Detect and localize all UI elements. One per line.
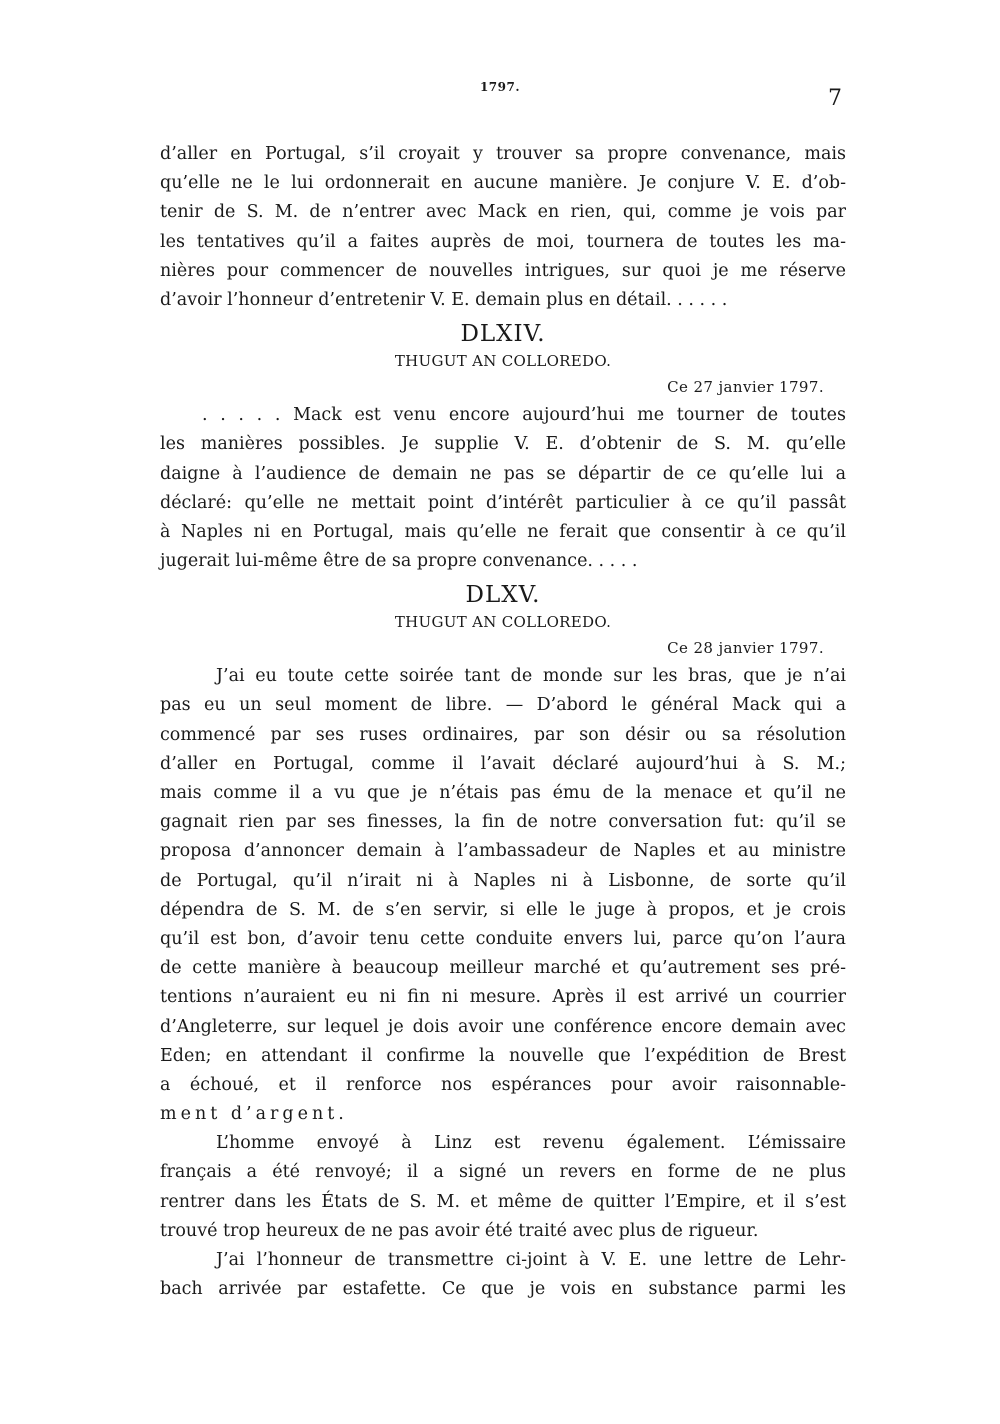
text-line: a échoué, et il renforce nos espérances pour avoir raisonnable- <box>160 1074 846 1095</box>
paragraph <box>160 1129 846 1246</box>
text-line: d’aller en Portugal, s’il croyait y trouver sa propre convenance, mais <box>160 144 846 164</box>
paragraph <box>160 1246 846 1304</box>
text-line: tenir de S. M. de n’entrer avec Mack en rien, qui, comme je vois par <box>160 202 846 223</box>
text-line: rentrer dans les États de S. M. et même de quitter l’Empire, et il s’est <box>160 1191 846 1212</box>
body-text <box>160 140 846 1304</box>
text-line: J’ai eu toute cette soirée tant de monde sur les bras, que je n’ai <box>216 666 846 687</box>
text-line: proposa d’annoncer demain à l’ambassadeur de Naples et au ministre <box>160 841 846 862</box>
text-line: Eden; en attendant il confirme la nouvelle que l’expédition de Brest <box>160 1045 846 1066</box>
letter-dlxiv <box>160 319 846 576</box>
text-line: les tentatives qu’il a faites auprès de moi, tournera de toutes les ma- <box>160 231 846 252</box>
text-line: tentions n’auraient eu ni fin ni mesure. Après il est arrivé un courrier <box>160 987 846 1008</box>
intro-paragraph <box>160 140 846 315</box>
text-line: J’ai l’honneur de transmettre ci-joint à V. E. une lettre de Lehr- <box>216 1250 846 1270</box>
text-line: ment d’argent. <box>160 1104 348 1125</box>
letter-date: Ce 28 janvier 1797. <box>667 639 824 658</box>
text-line: daigne à l’audience de demain ne pas se départir de ce qu’elle lui a <box>160 463 846 484</box>
page-number: 7 <box>828 86 842 111</box>
paragraph <box>160 662 846 1129</box>
text-line: d’avoir l’honneur d’entretenir V. E. demain plus en détail. . . . . . <box>160 289 728 310</box>
letter-title: THUGUT AN COLLOREDO. <box>394 613 612 632</box>
text-line: français a été renvoyé; il a signé un revers en forme de ne plus <box>160 1162 846 1183</box>
text-line: qu’elle ne le lui ordonnerait en aucune manière. Je conjure V. E. d’ob- <box>160 173 846 194</box>
text-line: pas eu un seul moment de libre. — D’abord le général Mack qui a <box>160 695 846 716</box>
text-line: de Portugal, qu’il n’irait ni à Naples ni à Lisbonne, de sorte qu’il <box>160 870 846 891</box>
letter-title: THUGUT AN COLLOREDO. <box>394 352 612 371</box>
text-line: dépendra de S. M. de s’en servir, si elle le juge à propos, et je crois <box>160 899 846 920</box>
letter-number: DLXV. <box>465 582 541 609</box>
text-line: à Naples ni en Portugal, mais qu’elle ne ferait que consentir à ce qu’il <box>160 521 846 542</box>
text-line: de cette manière à beaucoup meilleur marché et qu’autrement ses pré- <box>160 958 846 979</box>
text-line: commencé par ses ruses ordinaires, par son désir ou sa résolution <box>160 724 846 745</box>
text-line: bach arrivée par estafette. Ce que je vois en substance parmi les <box>160 1279 846 1300</box>
text-line: L’homme envoyé à Linz est revenu également. L’émissaire <box>216 1133 846 1154</box>
text-line: jugerait lui-même être de sa propre convenance. . . . . <box>160 551 638 572</box>
letter-number: DLXIV. <box>460 321 546 348</box>
running-header-year: 1797. <box>479 80 521 94</box>
text-line: gagnait rien par ses finesses, la fin de notre conversation fut: qu’il se <box>160 812 846 833</box>
text-line: . . . . . Mack est venu encore aujourd’hui me tourner de toutes <box>202 405 846 426</box>
text-line: nières pour commencer de nouvelles intrigues, sur quoi je me réserve <box>160 260 846 281</box>
text-line: déclaré: qu’elle ne mettait point d’intérêt particulier à ce qu’il passât <box>160 492 846 513</box>
letter-dlxv <box>160 580 846 1304</box>
text-line: qu’il est bon, d’avoir tenu cette conduite envers lui, parce qu’on l’aura <box>160 928 846 949</box>
text-line: les manières possibles. Je supplie V. E. d’obtenir de S. M. qu’elle <box>160 434 846 455</box>
text-line: mais comme il a vu que je n’étais pas ému de la menace et qu’il ne <box>160 783 846 803</box>
text-line: d’Angleterre, sur lequel je dois avoir une conférence encore demain avec <box>160 1016 846 1037</box>
text-line: trouvé trop heureux de ne pas avoir été traité avec plus de rigueur. <box>160 1220 759 1241</box>
letter-date: Ce 27 janvier 1797. <box>667 378 824 397</box>
text-line: d’aller en Portugal, comme il l’avait déclaré aujourd’hui à S. M.; <box>160 753 846 774</box>
